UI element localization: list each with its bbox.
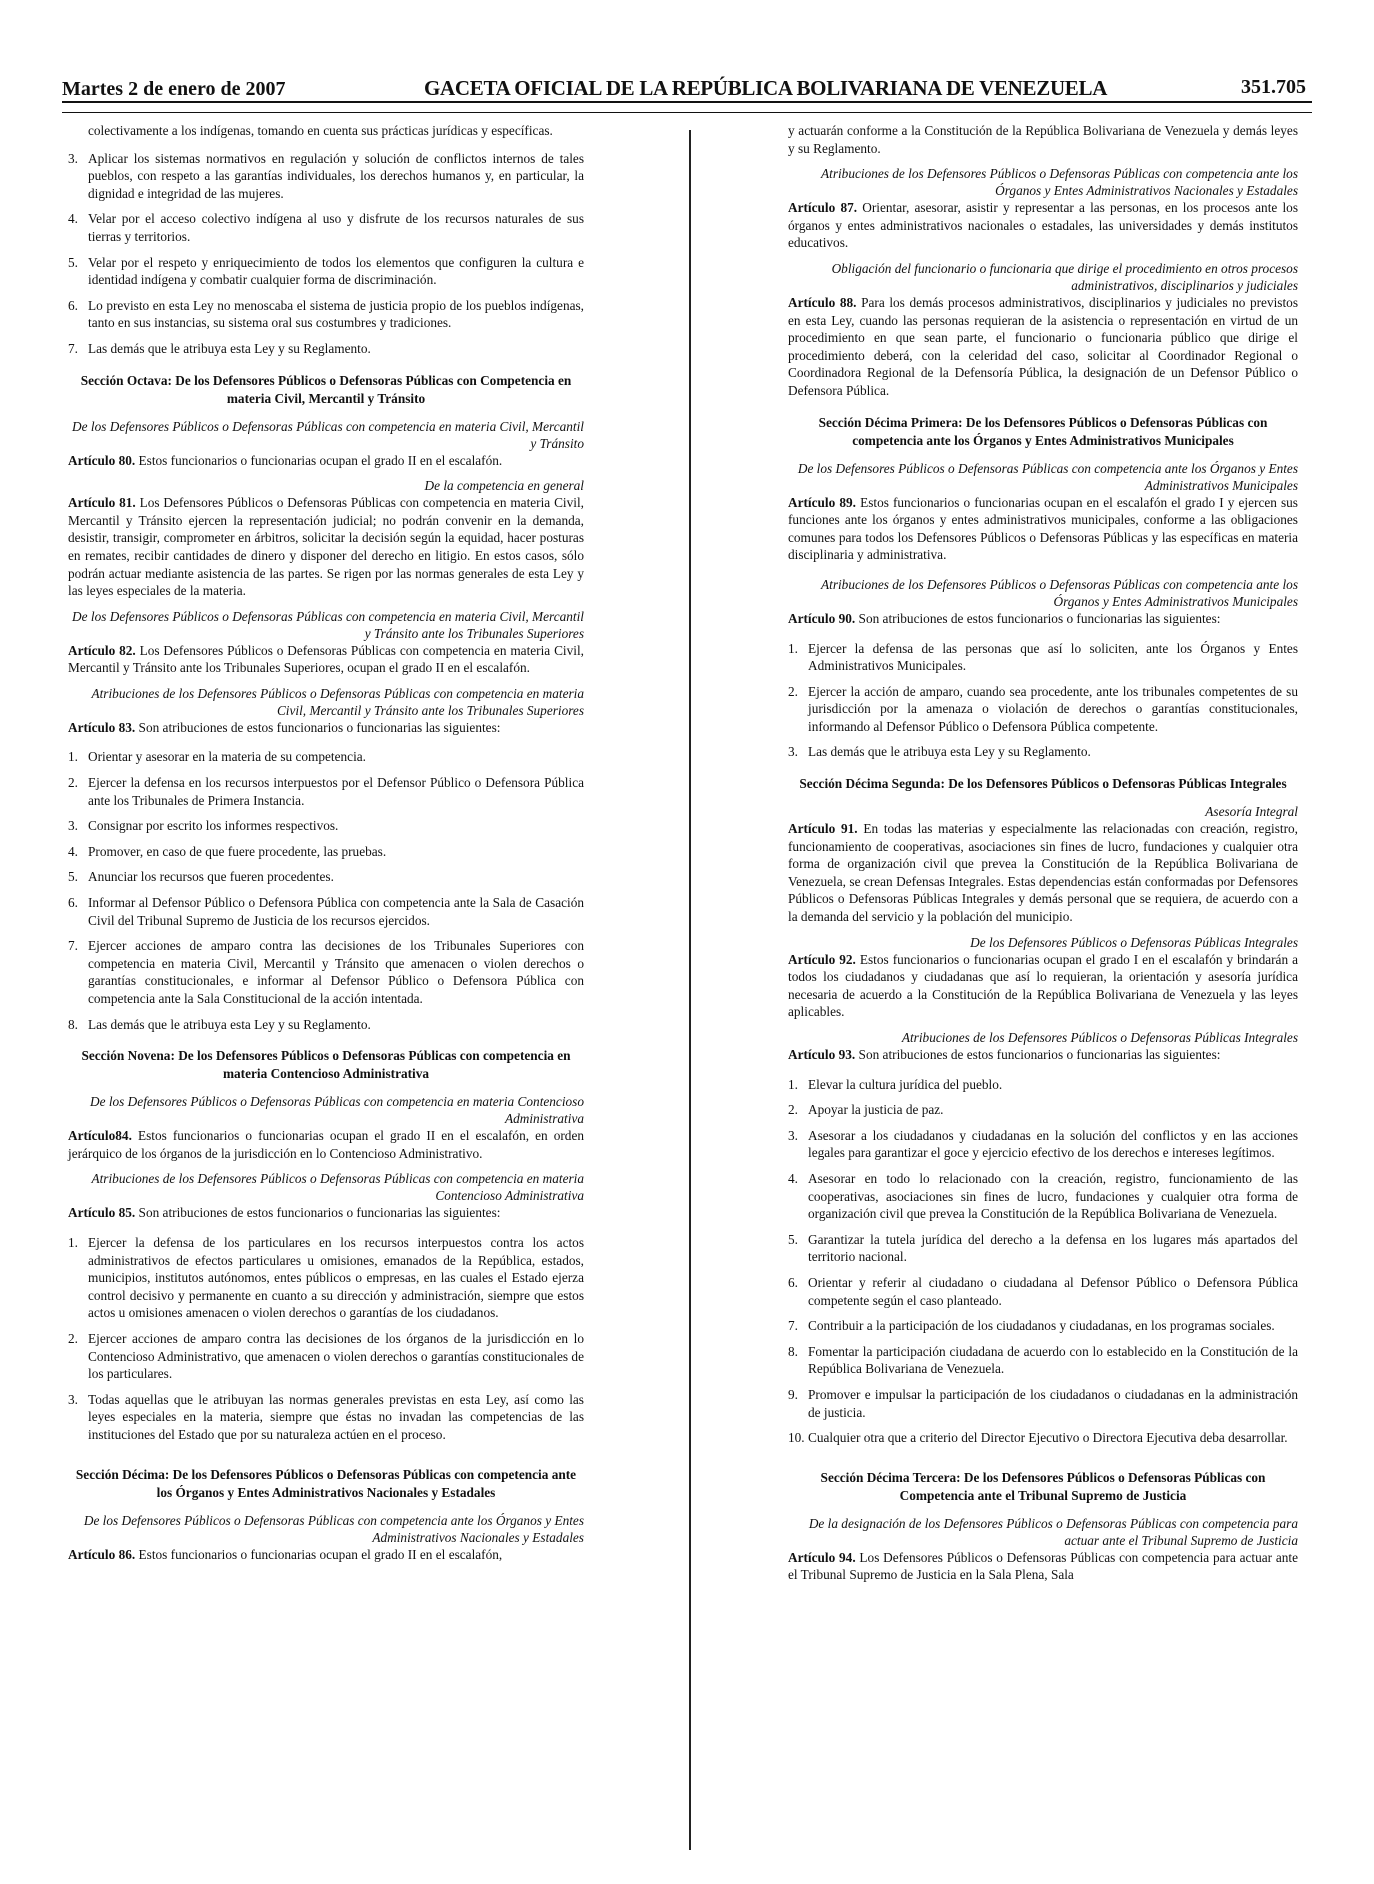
list-item-number: 8. <box>788 1343 798 1359</box>
section-heading: Sección Octava: De los Defensores Públicos o Defensoras Públicas con Competencia en materia Civil, Mercantil y Tránsito <box>80 372 572 406</box>
list-item-number: 1. <box>788 1076 798 1092</box>
section-heading: Sección Décima Tercera: De los Defensores Públicos o Defensoras Públicas con Competencia ante el Tribunal Supremo de Justicia <box>820 1469 1266 1503</box>
article-text: Estos funcionarios o funcionarias ocupan en el escalafón el grado I y ejercen sus funciones ante los órganos y entes administrativos municipales, conforme a las obligaciones comunes para todos los Defensores Públicos o Defensoras Públicas y las específicas en materia disciplinaria y administrativa. <box>788 494 1298 563</box>
list-item-text: Orientar y asesorar en la materia de su competencia. <box>88 749 366 765</box>
list-item-number: 6. <box>788 1274 798 1290</box>
article-text: Son atribuciones de estos funcionarios o funcionarias las siguientes: <box>855 1047 1221 1062</box>
article-83 <box>68 719 584 737</box>
article-subtitle: De la competencia en general <box>424 478 584 494</box>
list-item <box>68 210 584 245</box>
list-item-number: 9. <box>788 1386 798 1402</box>
continued-text: colectivamente a los indígenas, tomando en cuenta sus prácticas jurídicas y específicas. <box>88 123 553 138</box>
article-subtitle: Atribuciones de los Defensores Públicos o Defensoras Públicas con competencia ante los Órganos y Entes Administrativos Municipales <box>821 576 1298 609</box>
list-item <box>68 254 584 289</box>
header-rule-thin <box>62 112 1312 113</box>
list-item-text: Asesorar a los ciudadanos y ciudadanas en la solución del conflictos y en las acciones legales para garantizar el goce y ejercicio efectivo de los derechos e intereses legítimos. <box>808 1127 1298 1161</box>
list-item <box>788 1317 1298 1335</box>
list-item-text: Fomentar la participación ciudadana de acuerdo con lo establecido en la Constitución de la República Bolivariana de Venezuela. <box>808 1343 1298 1377</box>
list-item-number: 6. <box>68 895 78 911</box>
list-item <box>788 1076 1298 1094</box>
list-item <box>788 1127 1298 1162</box>
list-item <box>68 1016 584 1034</box>
article-text: Los Defensores Públicos o Defensoras Públicas con competencia en materia Civil, Mercantil y Tránsito ejercen la representación judicial; no podrán convenir en la demanda, desistir, transigir, comprometer en árbitros, solicitar la decisión según la equidad, hacer posturas en remates, recibir cantidades de dinero y disponer del derecho en litigio. En estos casos, sólo podrán actuar mediante asistencia de las partes. Se rigen por las normas generales de esta Ley y las leyes especiales de la materia. <box>68 495 584 599</box>
article-subtitle: Asesoría Integral <box>1205 804 1298 820</box>
list-item-number: 3. <box>68 818 78 834</box>
article-label: Artículo 86. <box>68 1546 136 1562</box>
article-text: Estos funcionarios o funcionarias ocupan el grado II en el escalafón, en orden jerárquico de los órganos de la jurisdicción en lo Contencioso Administrativo. <box>68 1128 584 1161</box>
article-subtitle: Atribuciones de los Defensores Públicos o Defensoras Públicas con competencia ante los Órganos y Entes Administrativos Nacionales y Estadales <box>821 166 1298 199</box>
section-heading: Sección Décima Primera: De los Defensores Públicos o Defensoras Públicas con competencia ante los Órganos y Entes Administrativos Municipales <box>818 414 1268 448</box>
list-item-text: Promover e impulsar la participación de los ciudadanos o ciudadanas en la administración de justicia. <box>808 1386 1298 1420</box>
list-item-number: 1. <box>788 640 798 656</box>
article-94 <box>788 1549 1298 1584</box>
article-text: Los Defensores Públicos o Defensoras Públicas con competencia para actuar ante el Tribunal Supremo de Justicia en la Sala Plena, Sala <box>788 1549 1298 1583</box>
article-subtitle: De la designación de los Defensores Públicos o Defensoras Públicas con competencia para actuar ante el Tribunal Supremo de Justicia <box>808 1515 1298 1548</box>
article-label: Artículo 93. <box>788 1047 856 1062</box>
article-text: Son atribuciones de estos funcionarios o funcionarias las siguientes: <box>135 1205 501 1221</box>
list-item-number: 10. <box>788 1430 805 1446</box>
list-item-text: Todas aquellas que le atribuyan las normas generales previstas en esta Ley, así como las leyes especiales en la materia, siempre que éstas no invadan las competencias de las instituciones del Estado que por su naturaleza actúen en el proceso. <box>88 1391 584 1442</box>
article-label: Artículo 80. <box>68 452 136 468</box>
article-80 <box>68 452 584 470</box>
list-item-number: 7. <box>68 340 78 356</box>
list-item-text: Cualquier otra que a criterio del Director Ejecutivo o Directora Ejecutiva deba desarrollar. <box>808 1430 1288 1446</box>
article-91 <box>788 820 1298 926</box>
list-item-number: 6. <box>68 297 78 313</box>
list-item-number: 4. <box>68 843 78 859</box>
article-subtitle: De los Defensores Públicos o Defensoras Públicas con competencia en materia Civil, Mercantil y Tránsito ante los Tribunales Superiores <box>72 608 584 641</box>
list-item-text: Anunciar los recursos que fueren procedentes. <box>88 869 334 885</box>
list-item-text: Lo previsto en esta Ley no menoscaba el sistema de justicia propio de los pueblos indígenas, tanto en sus instancias, su sistema oral sus costumbres y tradiciones. <box>88 297 584 331</box>
article-subtitle: De los Defensores Públicos o Defensoras Públicas con competencia ante los Órganos y Entes Administrativos Municipales <box>797 460 1298 493</box>
list-item-number: 5. <box>788 1231 798 1247</box>
list-item-number: 8. <box>68 1016 78 1032</box>
list-item <box>68 340 584 358</box>
article-92 <box>788 951 1298 1021</box>
list-item-text: Las demás que le atribuya esta Ley y su Reglamento. <box>808 744 1091 760</box>
article-text: Para los demás procesos administrativos, disciplinarios y judiciales no previstos en esta Ley, cuando las personas requieran de la asistencia o representación en virtud de un procedimiento en que sean parte, el funcionario o funcionaria público que dirige el procedimiento deberá, con la celeridad del caso, solicitar al Coordinador Regional o Coordinadora Regional de la Defensoría Pública, la designación de un Defensor Público o Defensora Pública. <box>788 294 1298 398</box>
gazette-header <box>62 72 1314 102</box>
list-item-number: 3. <box>68 150 78 166</box>
article-label: Artículo 85. <box>68 1205 136 1221</box>
list-item <box>68 150 584 203</box>
article-text: Orientar, asesorar, asistir y representar a las personas, en los procesos ante los órganos y entes administrativos nacionales o estadales, las universidades y demás institutos educativos. <box>788 200 1298 251</box>
article-text: En todas las materias y especialmente las relacionadas con creación, registro, funcionamiento de cooperativas, asociaciones sin fines de lucro, fundaciones y cualquier otra forma de organización civil que prevea la Constitución de la República Bolivariana de Venezuela, se crean Defensas Integrales. Estas dependencias están conformadas por Defensores Públicos o Defensoras Públicas Integrales y demás personal que se requiera, de acuerdo con a la demanda del servicio y la población del municipio. <box>788 821 1298 925</box>
article-text: Estos funcionarios o funcionarias ocupan el grado I en el escalafón y brindarán a todos los ciudadanos y ciudadanas que así lo requieran, la orientación y asesoría jurídica necesaria de acuerdo a la Constitución de la República Bolivariana de Venezuela y las leyes aplicables. <box>788 951 1298 1020</box>
article-label: Artículo 88. <box>788 294 857 310</box>
list-item <box>788 1274 1298 1309</box>
list-item-text: Las demás que le atribuya esta Ley y su Reglamento. <box>88 340 371 356</box>
list-item-text: Elevar la cultura jurídica del pueblo. <box>808 1076 1003 1092</box>
list-attributions-indigenous <box>68 150 584 358</box>
list-item-text: Aplicar los sistemas normativos en regulación y solución de conflictos internos de tales pueblos, con respeto a las garantías individuales, los derechos humanos y, en particular, la dignidad e integridad de las mujeres. <box>88 150 584 201</box>
list-item-text: Velar por el respeto y enriquecimiento de todos los elementos que configuren la cultura e identidad indígena y combatir cualquier forma de discriminación. <box>88 254 584 288</box>
list-item-number: 3. <box>788 1127 798 1143</box>
section-heading: Sección Novena: De los Defensores Públicos o Defensoras Públicas con competencia en materia Contencioso Administrativa <box>81 1048 571 1082</box>
list-article-90 <box>788 640 1298 762</box>
list-item-text: Consignar por escrito los informes respectivos. <box>88 818 339 834</box>
article-82 <box>68 642 584 677</box>
list-item-number: 2. <box>68 775 78 791</box>
list-item <box>788 1343 1298 1378</box>
article-86 <box>68 1546 584 1564</box>
list-item <box>788 1429 1298 1447</box>
list-item <box>68 297 584 332</box>
list-item <box>68 868 584 886</box>
list-article-83 <box>68 748 584 1033</box>
list-item-text: Apoyar la justicia de paz. <box>808 1102 944 1118</box>
list-item-number: 7. <box>68 938 78 954</box>
page-number: 351.705 <box>1241 76 1306 98</box>
article-93 <box>788 1046 1298 1064</box>
list-item-number: 1. <box>68 1234 78 1250</box>
article-label: Artículo 82. <box>68 642 136 658</box>
article-subtitle: De los Defensores Públicos o Defensoras Públicas con competencia ante los Órganos y Entes Administrativos Nacionales y Estadales <box>83 1512 584 1545</box>
article-90 <box>788 610 1298 628</box>
article-subtitle: Atribuciones de los Defensores Públicos o Defensoras Públicas con competencia en materia Civil, Mercantil y Tránsito ante los Tribunales Superiores <box>91 685 584 718</box>
article-84 <box>68 1127 584 1162</box>
list-item <box>68 894 584 929</box>
article-subtitle: De los Defensores Públicos o Defensoras Públicas Integrales <box>970 934 1298 950</box>
list-item-text: Ejercer la acción de amparo, cuando sea procedente, ante los tribunales competentes de su jurisdicción por la amenaza o violación de derechos o garantías constitucionales, informando al Defensor Público o Defensora Pública competente. <box>808 683 1298 734</box>
article-label: Artículo 90. <box>788 610 856 626</box>
list-item-number: 5. <box>68 254 78 270</box>
list-item-text: Informar al Defensor Público o Defensora Pública con competencia ante la Sala de Casación Civil del Tribunal Supremo de Justicia de los recursos ejercidos. <box>88 895 584 928</box>
article-89 <box>788 494 1298 564</box>
left-column <box>68 122 584 1567</box>
list-item-text: Orientar y referir al ciudadano o ciudadana al Defensor Público o Defensora Pública competente según el caso planteado. <box>808 1274 1298 1308</box>
list-item-number: 2. <box>788 683 798 699</box>
list-item <box>68 1330 584 1383</box>
article-label: Artículo 81. <box>68 495 136 511</box>
article-text: Estos funcionarios o funcionarias ocupan el grado II en el escalafón. <box>135 452 503 468</box>
list-item-number: 4. <box>788 1170 798 1186</box>
article-text: Los Defensores Públicos o Defensoras Públicas con competencia en materia Civil, Mercantil y Tránsito ante los Tribunales Superiores, ocupan el grado II en el escalafón. <box>68 642 584 676</box>
issue-date: Martes 2 de enero de 2007 <box>62 78 286 100</box>
list-article-85 <box>68 1234 584 1444</box>
list-item <box>788 1386 1298 1421</box>
right-column <box>788 122 1298 1588</box>
list-item-number: 5. <box>68 869 78 885</box>
list-item <box>788 1231 1298 1266</box>
list-article-93 <box>788 1076 1298 1447</box>
list-item-text: Contribuir a la participación de los ciudadanos y ciudadanas, en los programas sociales. <box>808 1318 1275 1334</box>
list-item-text: Ejercer la defensa de los particulares en los recursos interpuestos contra los actos administrativos de efectos particulares u omisiones, emanados de la República, estados, municipios, institutos autónomos, entes públicos o empresas, en las cuales el Estado ejerza control decisivo y permanente en cuanto a su dirección y administración, siempre que estos actos u omisiones amenacen o violen derechos o garantías de los ciudadanos. <box>88 1234 584 1321</box>
article-81 <box>68 494 584 600</box>
list-item-number: 4. <box>68 211 78 227</box>
list-item <box>788 1170 1298 1223</box>
article-label: Artículo84. <box>68 1128 132 1144</box>
article-subtitle: Atribuciones de los Defensores Públicos o Defensoras Públicas con competencia en materia Contencioso Administrativa <box>91 1171 584 1204</box>
article-text: Estos funcionarios o funcionarias ocupan el grado II en el escalafón, <box>135 1546 503 1562</box>
list-item-number: 3. <box>68 1391 78 1407</box>
list-item-number: 3. <box>788 744 798 760</box>
list-item-number: 1. <box>68 749 78 765</box>
list-item <box>68 1234 584 1322</box>
list-item-text: Asesorar en todo lo relacionado con la creación, registro, funcionamiento de las cooperativas, asociaciones sin fines de lucro, fundaciones y cualquier otra forma de organización civil que prevea la Constitución de la República Bolivariana de Venezuela. <box>808 1170 1298 1222</box>
section-heading: Sección Décima: De los Defensores Públicos o Defensoras Públicas con competencia ante los Órganos y Entes Administrativos Nacionales y Estadales <box>75 1466 577 1500</box>
list-item <box>68 843 584 861</box>
list-item-text: Ejercer acciones de amparo contra las decisiones de los Tribunales Superiores con competencia en materia Civil, Mercantil y Tránsito que amenacen o violen derechos o garantías constitucionales, e informar al Defensor Público o Defensora Pública con competencia ante la Sala Constitucional de la acción intentada. <box>88 938 584 1006</box>
list-item-text: Promover, en caso de que fuere procedente, las pruebas. <box>88 843 387 859</box>
list-item <box>788 640 1298 675</box>
list-item <box>68 937 584 1007</box>
list-item <box>788 743 1298 761</box>
continued-text: y actuarán conforme a la Constitución de la República Bolivariana de Venezuela y demás leyes y su Reglamento. <box>788 123 1298 156</box>
article-subtitle: De los Defensores Públicos o Defensoras Públicas con competencia en materia Contencioso Administrativa <box>90 1094 584 1127</box>
list-item <box>788 683 1298 736</box>
article-label: Artículo 91. <box>788 821 858 837</box>
article-text: Son atribuciones de estos funcionarios o funcionarias las siguientes: <box>135 719 501 735</box>
article-subtitle: De los Defensores Públicos o Defensoras Públicas con competencia en materia Civil, Mercantil y Tránsito <box>72 418 584 451</box>
list-item <box>68 748 584 766</box>
list-item-text: Ejercer la defensa en los recursos interpuestos por el Defensor Público o Defensora Pública ante los Tribunales de Primera Instancia. <box>88 775 584 808</box>
article-88 <box>788 294 1298 400</box>
list-item <box>68 774 584 809</box>
list-item <box>68 1391 584 1444</box>
list-item-number: 2. <box>68 1330 78 1346</box>
section-heading: Sección Décima Segunda: De los Defensores Públicos o Defensoras Públicas Integrales <box>799 776 1287 792</box>
list-item-text: Garantizar la tutela jurídica del derecho a la defensa en los lugares más apartados del territorio nacional. <box>808 1231 1298 1265</box>
header-rule <box>62 101 1312 103</box>
article-87 <box>788 199 1298 252</box>
article-label: Artículo 89. <box>788 494 856 510</box>
list-item-text: Velar por el acceso colectivo indígena al uso y disfrute de los recursos naturales de sus tierras y territorios. <box>88 211 584 244</box>
article-label: Artículo 83. <box>68 719 136 735</box>
article-subtitle: Atribuciones de los Defensores Públicos o Defensoras Públicas Integrales <box>901 1030 1298 1045</box>
list-item-text: Ejercer acciones de amparo contra las decisiones de los órganos de la jurisdicción en lo Contencioso Administrativo, que amenacen o violen derechos o garantías constitucionales de los particulares. <box>88 1330 584 1382</box>
list-item <box>68 817 584 835</box>
article-text: Son atribuciones de estos funcionarios o funcionarias las siguientes: <box>855 610 1221 626</box>
article-subtitle: Obligación del funcionario o funcionaria que dirige el procedimiento en otros procesos administrativos, disciplinarios y judiciales <box>831 260 1298 293</box>
gazette-title: GACETA OFICIAL DE LA REPÚBLICA BOLIVARIANA DE VENEZUELA <box>424 76 1108 100</box>
list-item-number: 7. <box>788 1318 798 1334</box>
list-item <box>788 1101 1298 1119</box>
article-label: Artículo 92. <box>788 951 856 967</box>
article-85 <box>68 1204 584 1222</box>
list-item-number: 2. <box>788 1102 798 1118</box>
article-label: Artículo 94. <box>788 1549 856 1565</box>
list-item-text: Las demás que le atribuya esta Ley y su Reglamento. <box>88 1016 371 1032</box>
column-divider <box>689 130 691 1850</box>
list-item-text: Ejercer la defensa de las personas que así lo soliciten, ante los Órganos y Entes Administrativos Municipales. <box>808 640 1298 674</box>
article-label: Artículo 87. <box>788 200 858 216</box>
